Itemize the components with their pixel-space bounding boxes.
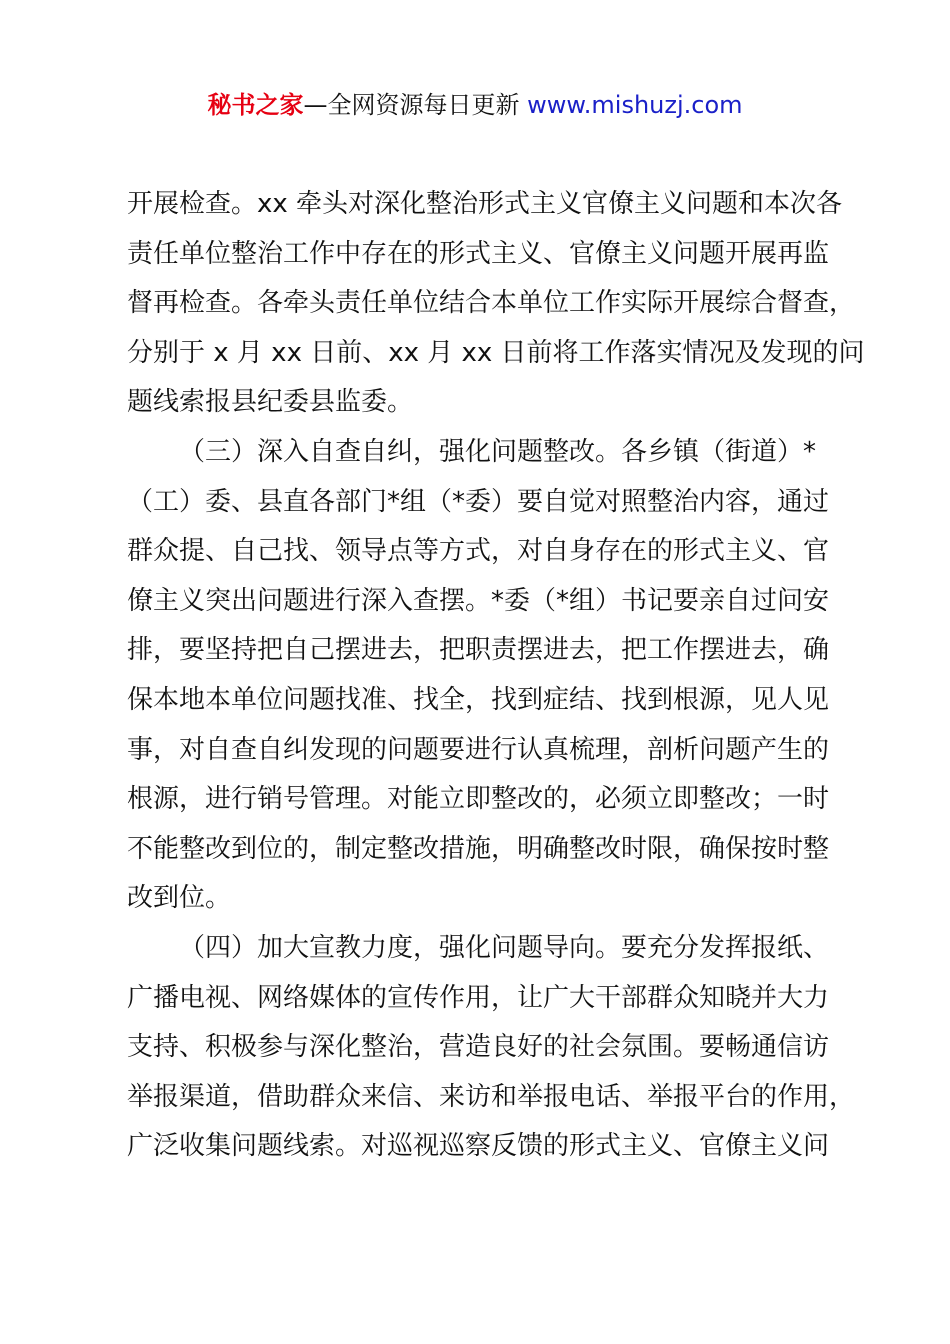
document-body bbox=[127, 180, 865, 1172]
text-line: 保本地本单位问题找准、找全，找到症结、找到根源，见人见 bbox=[127, 684, 830, 715]
text-line: 督再检查。各牵头责任单位结合本单位工作实际开展综合督查， bbox=[127, 288, 856, 319]
text-line: 广泛收集问题线索。对巡视巡察反馈的形式主义、官僚主义问 bbox=[127, 1131, 830, 1162]
text-line: 广播电视、网络媒体的宣传作用，让广大干部群众知晓并大力 bbox=[127, 982, 830, 1013]
text-line: 事，对自查自纠发现的问题要进行认真梳理，剖析问题产生的 bbox=[127, 734, 830, 765]
section-heading-line: （四）加大宣教力度，强化问题导向。要充分发挥报纸、 bbox=[179, 932, 830, 963]
header-tagline: —全网资源每日更新 bbox=[303, 91, 520, 119]
text-line: 排，要坚持把自己摆进去，把职责摆进去，把工作摆进去，确 bbox=[127, 635, 830, 666]
header-url-link[interactable]: www.mishuzj.com bbox=[527, 91, 743, 119]
text-line: 题线索报县纪委县监委。 bbox=[127, 387, 414, 418]
text-line: 僚主义突出问题进行深入查摆。*委（*组）书记要亲自过问安 bbox=[127, 585, 830, 616]
text-line: 不能整改到位的，制定整改措施，明确整改时限，确保按时整 bbox=[127, 833, 830, 864]
text-line: 分别于 x 月 xx 日前、xx 月 xx 日前将工作落实情况及发现的问 bbox=[127, 337, 865, 368]
text-line: 根源，进行销号管理。对能立即整改的，必须立即整改；一时 bbox=[127, 784, 830, 815]
text-line: 支持、积极参与深化整治，营造良好的社会氛围。要畅通信访 bbox=[127, 1032, 830, 1063]
text-line: 改到位。 bbox=[127, 883, 232, 914]
text-line: 举报渠道，借助群众来信、来访和举报电话、举报平台的作用， bbox=[127, 1081, 856, 1112]
text-line: 群众提、自己找、领导点等方式，对自身存在的形式主义、官 bbox=[127, 536, 830, 567]
page-header bbox=[0, 88, 950, 122]
text-line: （工）委、县直各部门*组（*委）要自觉对照整治内容，通过 bbox=[127, 486, 830, 517]
text-line: 开展检查。xx 牵头对深化整治形式主义官僚主义问题和本次各 bbox=[127, 189, 843, 219]
text-line: 责任单位整治工作中存在的形式主义、官僚主义问题开展再监 bbox=[127, 238, 830, 269]
section-heading-line: （三）深入自查自纠，强化问题整改。各乡镇（街道）* bbox=[179, 436, 817, 467]
brand-name: 秘书之家 bbox=[207, 91, 304, 119]
